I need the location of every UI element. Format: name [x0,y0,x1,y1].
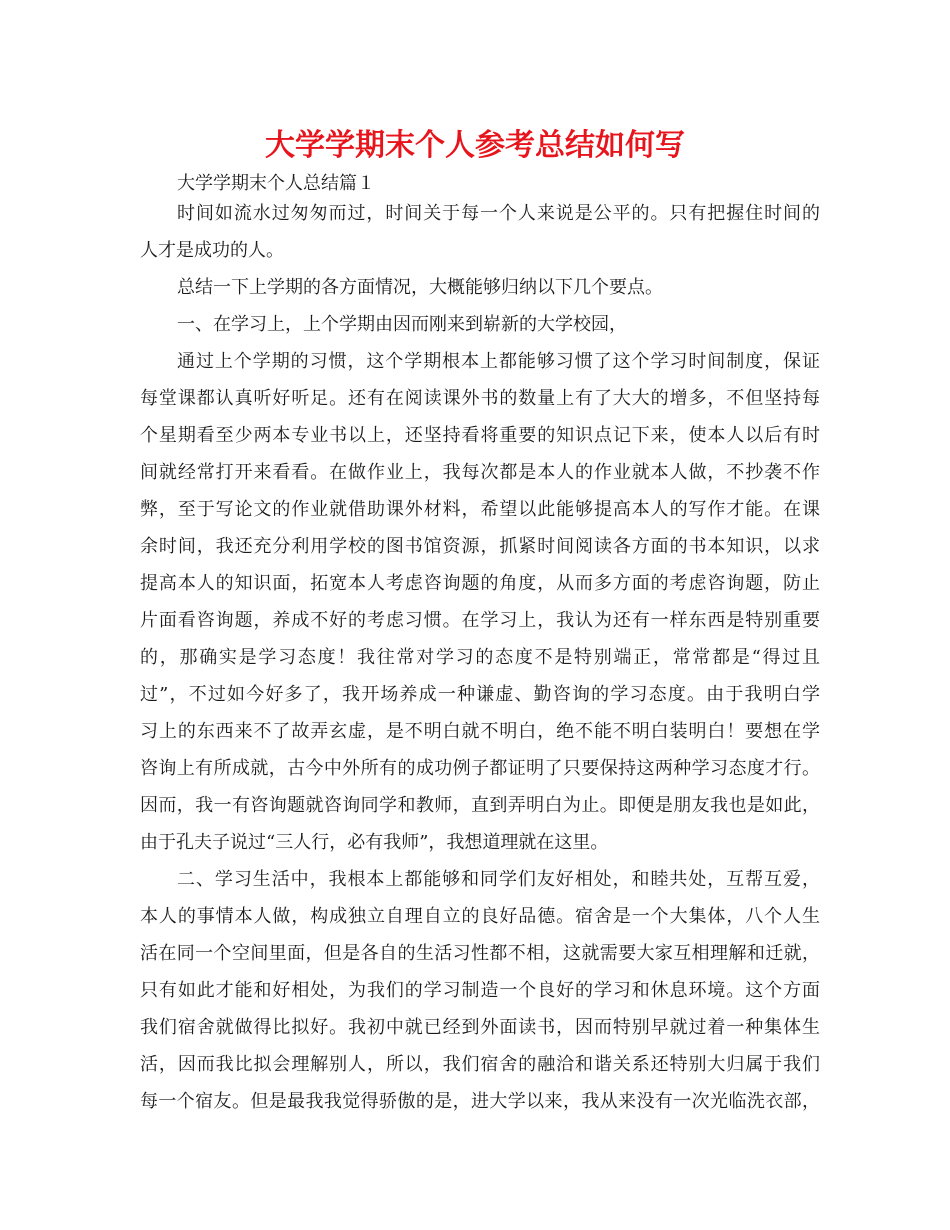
text-line: 本人的事情本人做，构成独立自理自立的良好品德。宿舍是一个大集体，八个人生 [140,906,820,927]
text-line: 活在同一个空间里面，但是各自的生活习性都不相，这就需要大家互相理解和迁就， [140,943,820,964]
section-heading: 大学学期末个人总结篇１ [177,173,375,194]
text-line: 间就经常打开来看看。在做作业上，我每次都是本人的作业就本人做，不抄袭不作 [140,462,820,483]
text-line: 弊，至于写论文的作业就借助课外材料，希望以此能够提高本人的写作才能。在课 [140,499,820,520]
text-line: 习上的东西来不了故弄玄虚，是不明白就不明白，绝不能不明白装明白！要想在学 [140,721,820,742]
text-line: 总结一下上学期的各方面情况，大概能够归纳以下几个要点。 [177,277,663,298]
text-line: 每一个宿友。但是最我我觉得骄傲的是，进大学以来，我从来没有一次光临洗衣部， [140,1091,820,1112]
text-line: 咨询上有所成就，古今中外所有的成功例子都证明了只要保持这两种学习态度才行。 [140,758,820,779]
text-line: 因而，我一有咨询题就咨询同学和教师，直到弄明白为止。即便是朋友我也是如此， [140,795,820,816]
document-title: 大学学期末个人参考总结如何写 [265,128,685,163]
text-line: 片面看咨询题，养成不好的考虑习惯。在学习上，我认为还有一样东西是特别重要 [140,610,820,631]
text-line: 由于孔夫子说过“三人行，必有我师”，我想道理就在这里。 [140,832,609,853]
text-line: 的，那确实是学习态度！我往常对学习的态度不是特别端正，常常都是“得过且 [140,647,820,668]
text-line: 个星期看至少两本专业书以上，还坚持看将重要的知识点记下来，使本人以后有时 [140,425,820,446]
text-line: 过”，不过如今好多了，我开场养成一种谦虚、勤咨询的学习态度。由于我明白学 [140,684,820,705]
text-line: 余时间，我还充分利用学校的图书馆资源，抓紧时间阅读各方面的书本知识，以求 [140,536,820,557]
text-line: 时间如流水过匆匆而过，时间关于每一个人来说是公平的。只有把握住时间的 [177,203,820,224]
text-line: 只有如此才能和好相处，为我们的学习制造一个良好的学习和休息环境。这个方面 [140,980,820,1001]
text-line: 人才是成功的人。 [140,240,284,261]
text-line: 活，因而我比拟会理解别人，所以，我们宿舍的融洽和谐关系还特别大归属于我们 [140,1054,820,1075]
text-line: 我们宿舍就做得比拟好。我初中就已经到外面读书，因而特别早就过着一种集体生 [140,1017,820,1038]
text-line: 提高本人的知识面，拓宽本人考虑咨询题的角度，从而多方面的考虑咨询题，防止 [140,573,820,594]
text-line: 二、学习生活中，我根本上都能够和同学们友好相处，和睦共处，互帮互爱， [177,869,820,890]
text-line: 通过上个学期的习惯，这个学期根本上都能够习惯了这个学习时间制度，保证 [177,351,820,372]
text-line: 一、在学习上，上个学期由因而刚来到崭新的大学校园， [177,314,627,335]
text-line: 每堂课都认真听好听足。还有在阅读课外书的数量上有了大大的增多，不但坚持每 [140,388,820,409]
